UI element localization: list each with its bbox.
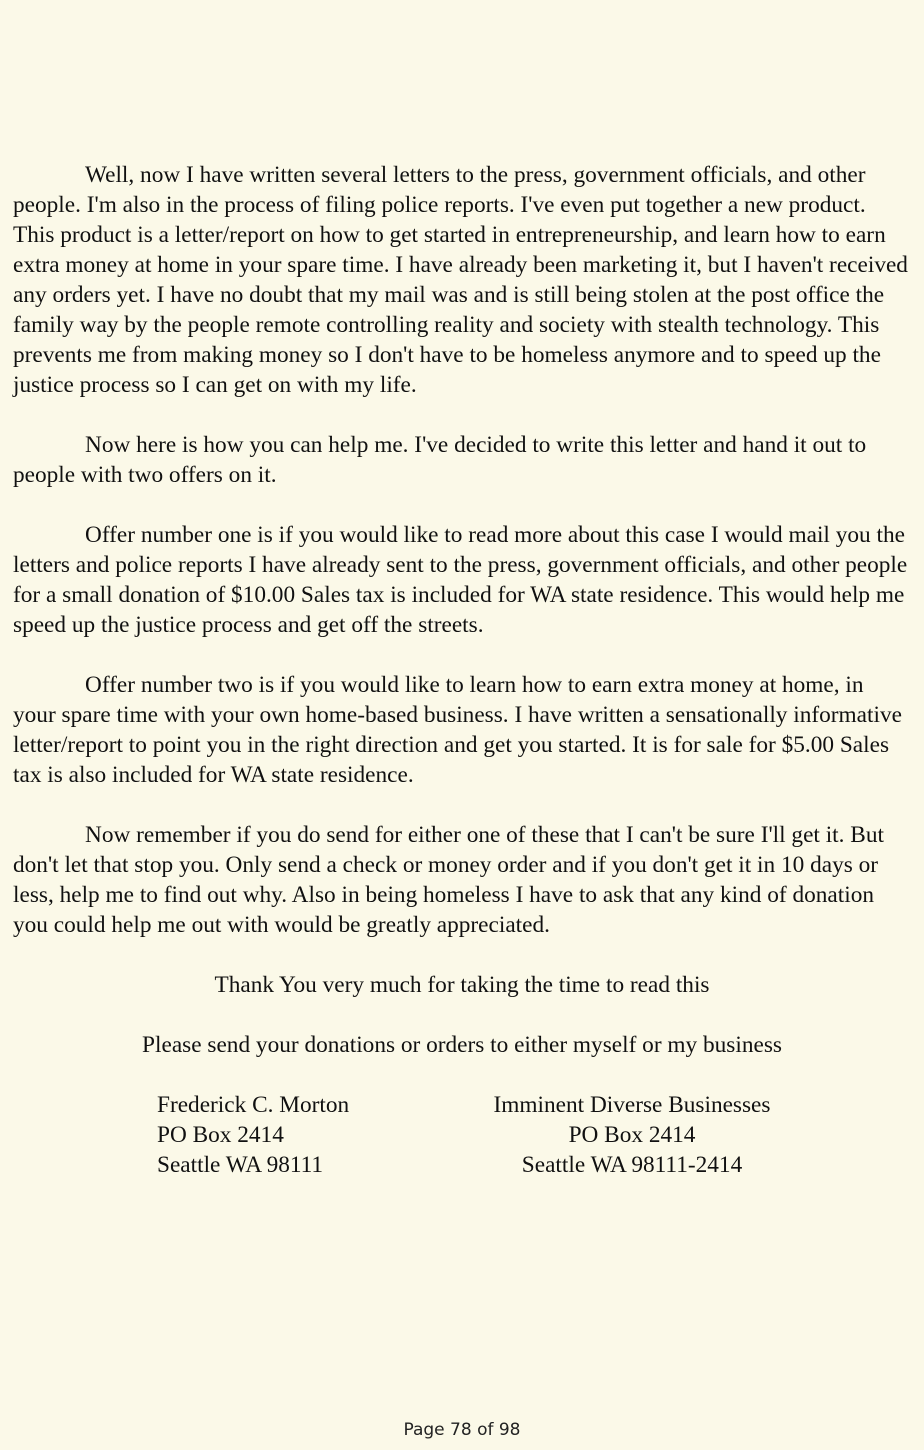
paragraph-offer-one: Offer number one is if you would like to read more about this case I would mail you the letters and police reports I have already sent to the press, government officials, and other people for a small donation of $10.00 Sales tax is included for WA state residence. This would help me speed up the justice process and get off the streets. — [13, 522, 908, 638]
personal-name: Frederick C. Morton — [157, 1092, 350, 1118]
paragraph-reminder: Now remember if you do send for either one of these that I can't be sure I'll get it. But don't let that stop you. Only send a check or money order and if you don't get it in 10 days or less, help me to find out why. Also in being homeless I have to ask that any kind of donation you could help me out with would be greatly appreciated. — [13, 822, 884, 938]
personal-city: Seattle WA 98111 — [157, 1152, 324, 1178]
page-number: Page 78 of 98 — [403, 1420, 521, 1440]
business-address — [477, 1090, 787, 1180]
address-block — [13, 1090, 911, 1180]
business-name: Imminent Diverse Businesses — [493, 1092, 771, 1118]
thank-you-line: Thank You very much for taking the time to read this — [214, 972, 710, 998]
personal-address — [157, 1090, 477, 1180]
business-po-box: PO Box 2414 — [568, 1122, 696, 1148]
send-instructions-line: Please send your donations or orders to either myself or my business — [142, 1032, 782, 1058]
paragraph-help: Now here is how you can help me. I've decided to write this letter and hand it out to people with two offers on it. — [13, 432, 867, 488]
paragraph-offer-two: Offer number two is if you would like to learn how to earn extra money at home, in your spare time with your own home-based business. I have written a sensationally informative letter/report to point you in the right direction and get you started. It is for sale for $5.00 Sales tax is also included for WA state residence. — [13, 672, 902, 788]
paragraph-intro: Well, now I have written several letters to the press, government officials, and other people. I'm also in the process of filing police reports. I've even put together a new product. This product is a letter/report on how to get started in entrepreneurship, and learn how to earn extra money at home in your spare time. I have already been marketing it, but I haven't received any orders yet. I have no doubt that my mail was and is still being stolen at the post office the family way by the people remote controlling reality and society with stealth technology. This prevents me from making money so I don't have to be homeless anymore and to speed up the justice process so I can get on with my life. — [13, 162, 908, 398]
letter-body — [13, 160, 911, 1180]
personal-po-box: PO Box 2414 — [157, 1122, 284, 1148]
business-city: Seattle WA 98111-2414 — [521, 1152, 743, 1178]
